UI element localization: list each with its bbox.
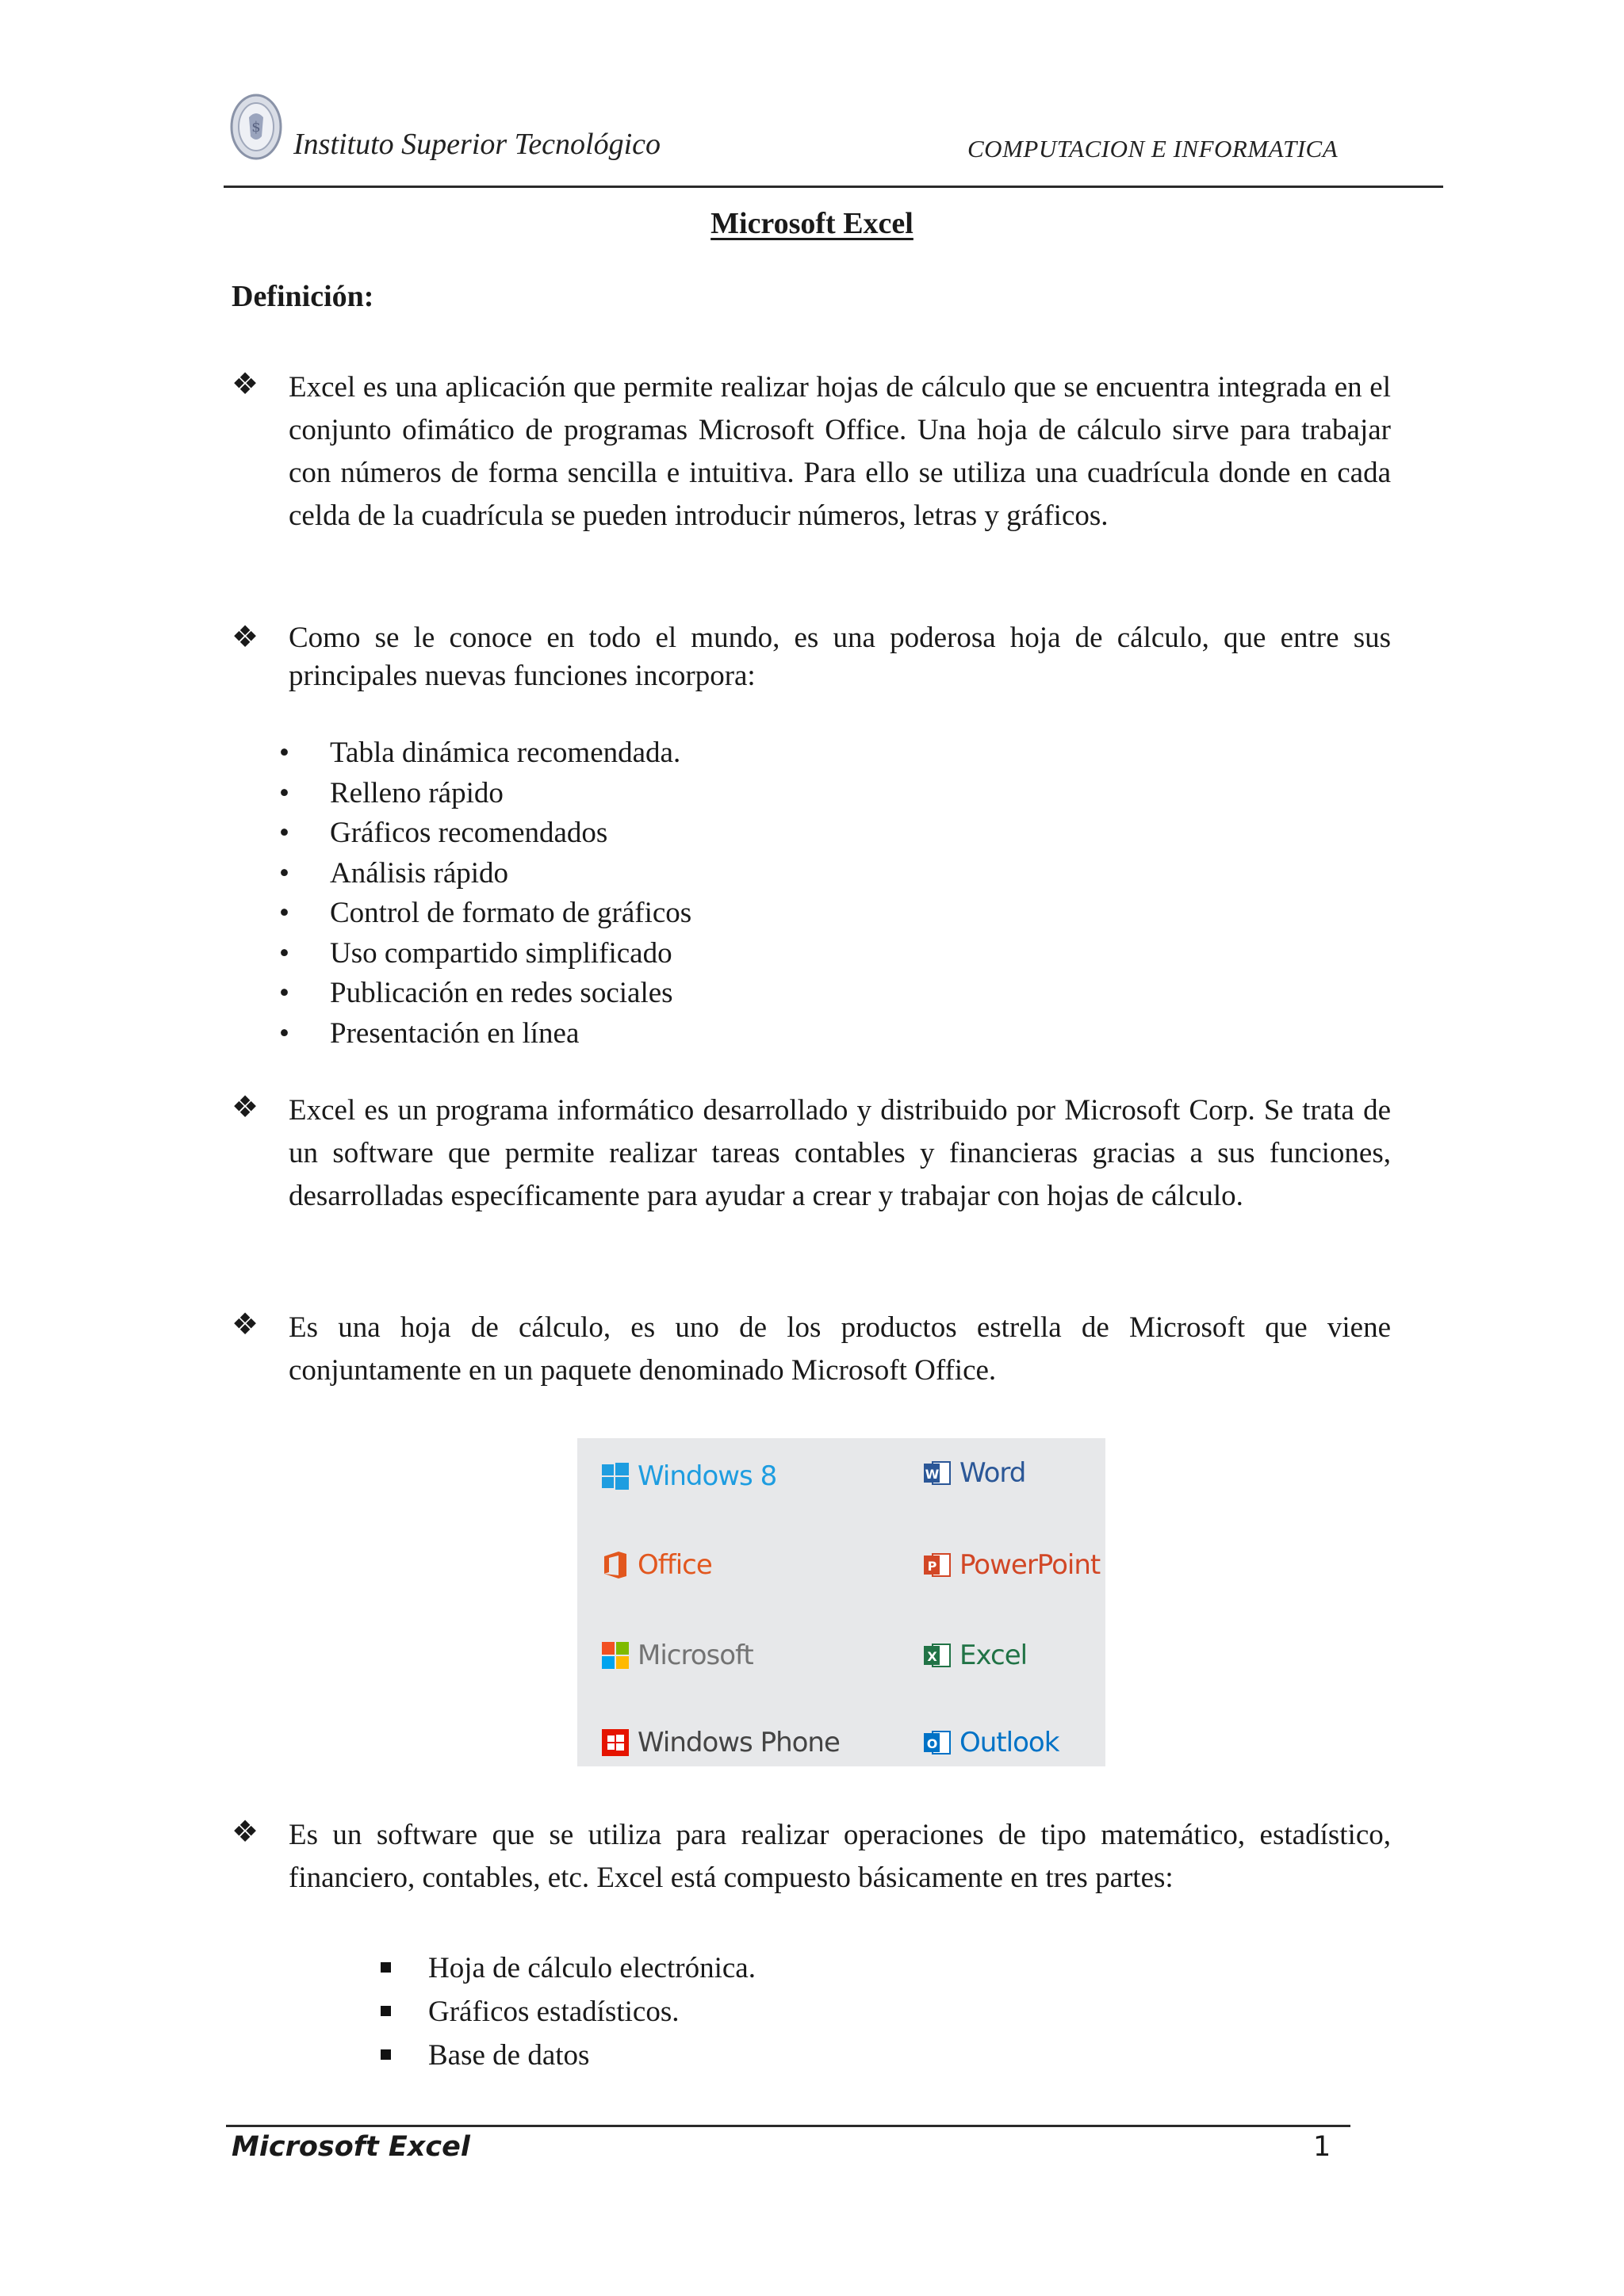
list-item: • Análisis rápido <box>279 856 509 890</box>
list-item: • Control de formato de gráficos <box>279 897 692 929</box>
word-icon <box>923 1459 952 1487</box>
paragraph-5: Es un software que se utiliza para realizar operaciones de tipo matemático, estadístico, financiero, contables, etc. Excel está compuesto básicamente en tres partes: <box>289 1819 1391 1894</box>
diamond-bullet-icon: ❖ <box>232 1308 259 1341</box>
parts-list <box>377 1946 756 2077</box>
windows-phone-logo: Windows Phone <box>601 1727 840 1758</box>
paragraph-2: Como se le conoce en todo el mundo, es una poderosa hoja de cálculo, que entre sus principales nuevas funciones incorpora: <box>289 622 1391 692</box>
square-bullet-icon <box>381 2006 391 2016</box>
list-item: • Uso compartido simplificado <box>279 936 672 970</box>
list-item: Gráficos estadísticos. <box>377 1990 756 2034</box>
outlook-logo: O Outlook <box>923 1727 1059 1758</box>
word-logo: W Word <box>923 1457 1025 1489</box>
page-number: 1 <box>1313 2131 1331 2163</box>
institute-name: Instituto Superior Tecnológico <box>293 128 661 161</box>
microsoft-logo: Microsoft <box>601 1640 753 1671</box>
svg-text:W: W <box>925 1467 939 1482</box>
header-divider <box>224 186 1443 188</box>
institute-seal-logo <box>230 94 282 160</box>
svg-text:O: O <box>926 1736 937 1751</box>
list-item: Hoja de cálculo electrónica. <box>377 1946 756 1990</box>
list-item: • Relleno rápido <box>279 776 504 809</box>
list-item: • Tabla dinámica recomendada. <box>279 737 681 769</box>
powerpoint-logo: P PowerPoint <box>923 1549 1100 1581</box>
page-title: Microsoft Excel <box>710 207 914 240</box>
list-item: • Presentación en línea <box>279 1016 580 1050</box>
excel-logo: X Excel <box>923 1640 1027 1671</box>
diamond-bullet-icon: ❖ <box>232 621 259 654</box>
list-item: • Gráficos recomendados <box>279 817 608 849</box>
windows-phone-icon <box>601 1728 630 1757</box>
windows8-logo: Windows 8 <box>601 1460 776 1492</box>
office-logo: Office <box>601 1549 712 1581</box>
list-item: Base de datos <box>377 2034 756 2077</box>
features-list <box>279 733 691 1054</box>
diamond-bullet-icon: ❖ <box>232 1091 259 1124</box>
footer-divider <box>226 2125 1350 2127</box>
department-name: COMPUTACION E INFORMATICA <box>967 135 1339 163</box>
office-icon <box>601 1551 630 1579</box>
microsoft-icon <box>601 1641 630 1670</box>
microsoft-products-image <box>577 1438 1105 1766</box>
svg-text:P: P <box>927 1559 936 1574</box>
diamond-bullet-icon: ❖ <box>232 1816 259 1849</box>
square-bullet-icon <box>381 2049 391 2060</box>
list-item: • Publicación en redes sociales <box>279 977 673 1009</box>
svg-text:$: $ <box>251 119 261 136</box>
paragraph-3: Excel es un programa informático desarrollado y distribuido por Microsoft Corp. Se trata de un software que permite realizar tareas contables y financieras gracias a sus funciones, desarrolladas específicamente para ayudar a crear y trabajar con hojas de cálculo. <box>289 1094 1391 1212</box>
square-bullet-icon <box>381 1962 391 1973</box>
outlook-icon <box>923 1728 952 1757</box>
diamond-bullet-icon: ❖ <box>232 368 259 401</box>
paragraph-4: Es una hoja de cálculo, es uno de los productos estrella de Microsoft que viene conjuntamente en un paquete denominado Microsoft Office. <box>289 1311 1391 1387</box>
powerpoint-icon <box>923 1551 952 1579</box>
windows-icon <box>601 1462 630 1490</box>
svg-text:X: X <box>927 1649 936 1664</box>
footer-title: Microsoft Excel <box>232 2131 470 2163</box>
paragraph-1: Excel es una aplicación que permite realizar hojas de cálculo que se encuentra integrada en el conjunto ofimático de programas Microsoft Office. Una hoja de cálculo sirve para trabajar con números de forma sencilla e intuitiva. Para ello se utiliza una cuadrícula donde en cada celda de la cuadrícula se pueden introducir números, letras y gráficos. <box>289 371 1391 532</box>
excel-icon <box>923 1641 952 1670</box>
definition-heading: Definición: <box>232 280 374 313</box>
